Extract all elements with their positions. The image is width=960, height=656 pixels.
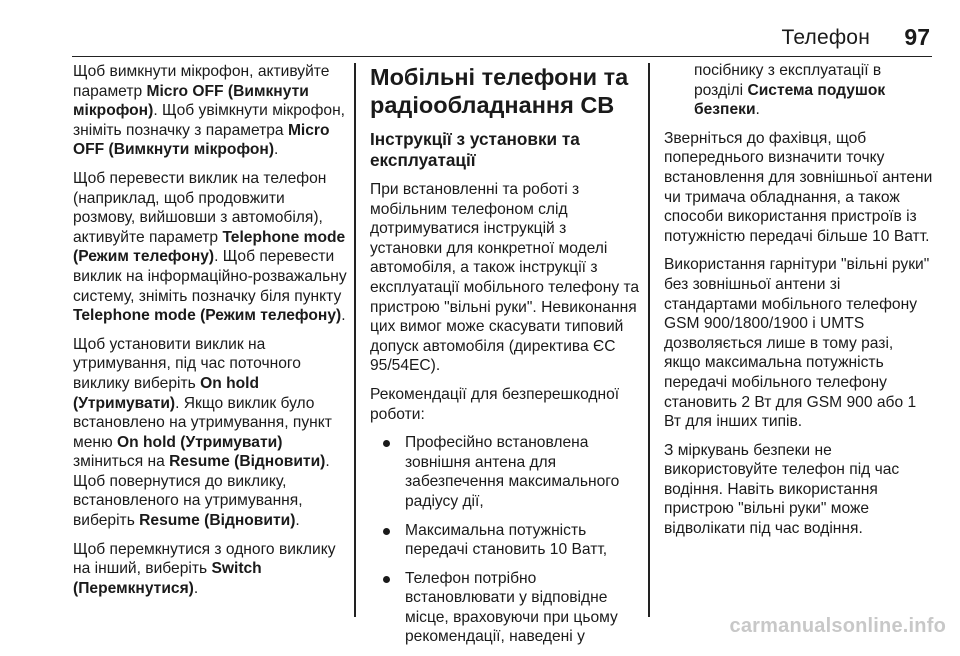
- column-3: [664, 62, 934, 548]
- list-item: Професійно встановлена зовнішня антена для забезпечення максимального радіусу дії,: [370, 433, 642, 511]
- section-title: Мобільні телефони та радіообладнання CB: [370, 64, 629, 118]
- menu-option-micro-off: Micro OFF (Вимкнути мікрофон): [73, 121, 330, 159]
- menu-option-telephone-mode: Telephone mode (Режим телефону): [73, 228, 346, 266]
- list-item: Телефон потрібно встановлювати у відповідне місце, враховуючи при цьому рекомендації, наведені у: [370, 569, 642, 647]
- paragraph-recommendations: Рекомендації для безперешкодної роботи:: [370, 385, 620, 423]
- column-1: [73, 62, 351, 607]
- column-divider-1: [354, 63, 356, 617]
- menu-option-switch: Switch (Перемкнутися): [73, 560, 262, 597]
- paragraph-switch-call: Щоб перемкнутися з одного виклику на інший, виберіть Switch (Перемкнутися).: [73, 540, 336, 597]
- paragraph-telephone-mode: Щоб перевести виклик на телефон (наприклад, щоб продовжити розмову, вийшовши з автомобіля), активуйте параметр Telephone mode (Режим телефону). Щоб перевести виклик на інформаційно-розважальну систему, зніміть позначку біля пункту Telephone mode (Режим телефону).: [73, 169, 347, 325]
- recommendations-list: [370, 433, 642, 647]
- paragraph-mute-mic: Щоб вимкнути мікрофон, активуйте параметр Micro OFF (Вимкнути мікрофон). Щоб увімкнути мікрофон, зніміть позначку з параметра Micro OFF (Вимкнути мікрофон).: [73, 63, 346, 159]
- menu-option-micro-off: Micro OFF (Вимкнути мікрофон): [73, 82, 309, 120]
- column-2: [370, 62, 642, 656]
- paragraph-safety: З міркувань безпеки не використовуйте телефон під час водіння. Навіть використання пристрою "вільні руки" може відволікати під час водіння.: [664, 441, 900, 538]
- paragraph-handsfree: Використання гарнітури "вільні руки" без зовнішньої антени зі стандартами мобільного телефону GSM 900/1800/1900 і UMTS дозволяється лише в тому разі, якщо максимальна потужність передачі мобільного телефону становить 2 Вт для GSM 900 або 1 Вт для інших типів.: [664, 256, 930, 431]
- menu-option-on-hold: On hold (Утримувати): [73, 374, 259, 412]
- paragraph-specialist: Зверніться до фахівця, щоб попереднього визначити точку встановлення для зовнішньої антени чи тримача обладнання, а також способи використання пристроїв із потужністю передачі більше 10 Ватт.: [664, 129, 933, 245]
- chapter-title: Телефон: [781, 26, 870, 49]
- list-item: Максимальна потужність передачі становить 10 Ватт,: [370, 521, 642, 560]
- watermark: carmanualsonline.info: [729, 615, 946, 637]
- page-number: 97: [904, 24, 930, 50]
- menu-option-resume: Resume (Відновити): [139, 512, 296, 530]
- menu-option-on-hold: On hold (Утримувати): [117, 433, 283, 451]
- menu-option-telephone-mode: Telephone mode (Режим телефону): [73, 307, 342, 325]
- airbag-section-reference: Система подушок безпеки: [694, 81, 886, 119]
- menu-option-resume: Resume (Відновити): [169, 453, 326, 471]
- paragraph-installation: При встановленні та роботі з мобільним телефоном слід дотримуватися інструкцій з установки для конкретної моделі автомобіля, а також інструкції з експлуатації мобільного телефону та пристрою "вільні руки". Невиконання цих вимог може скасувати типовий допуск автомобіля (директива ЄС 95/54ЕС).: [370, 181, 640, 375]
- column-divider-2: [648, 63, 650, 617]
- page-header: [72, 22, 932, 57]
- list-item-continuation: посібнику з експлуатації в розділі Система подушок безпеки.: [694, 62, 886, 119]
- paragraph-on-hold: Щоб установити виклик на утримування, під час поточного виклику виберіть On hold (Утримувати). Якщо виклик було встановлено на утримування, пункт меню On hold (Утримувати) зміниться на Resume (Відновити). Щоб повернутися до виклику, встановленого на утримування, виберіть Resume (Відновити).: [73, 335, 332, 530]
- subsection-title: Інструкції з установки та експлуатації: [370, 129, 580, 170]
